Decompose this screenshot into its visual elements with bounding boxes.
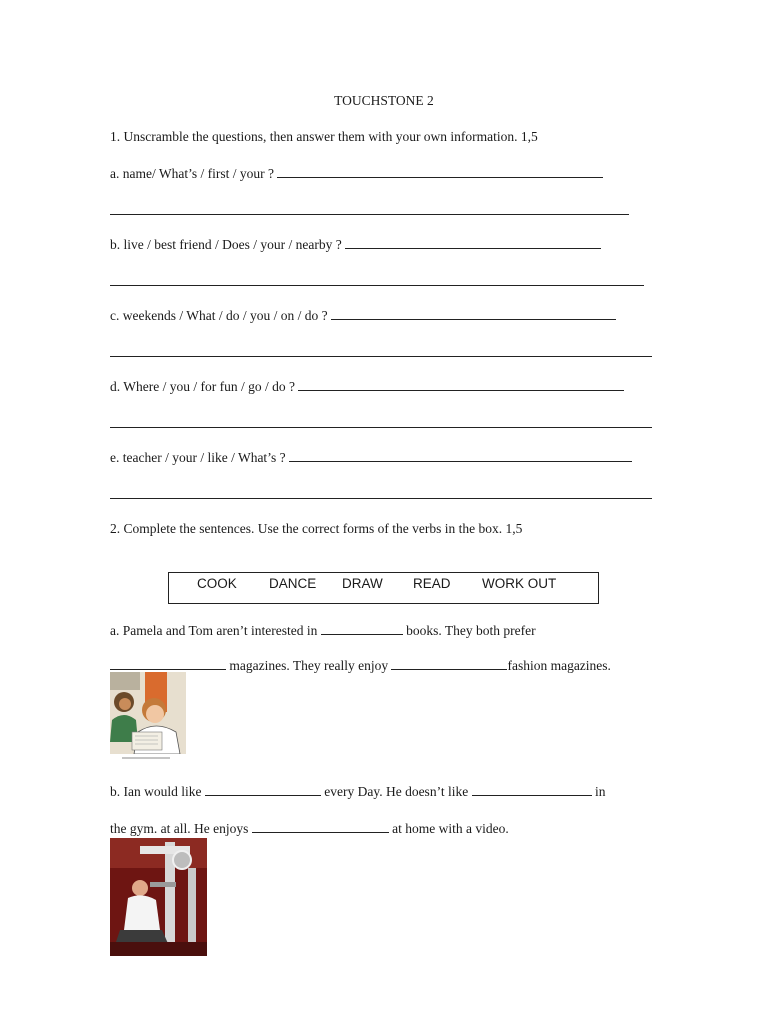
sentence-a-text-4: fashion magazines.	[507, 658, 611, 673]
verb-draw: DRAW	[342, 576, 383, 591]
sentence-a-blank-3[interactable]	[391, 657, 507, 670]
verb-dance: DANCE	[269, 576, 317, 591]
answer-c-blank-1[interactable]	[331, 307, 616, 320]
answer-a-blank-1[interactable]	[277, 165, 603, 178]
sentence-b-blank-2[interactable]	[472, 783, 592, 796]
question-c	[110, 307, 616, 324]
sentence-b-text-3: in	[594, 784, 606, 799]
answer-d-blank-1[interactable]	[298, 378, 624, 391]
sentence-a-text-1: a. Pamela and Tom aren’t interested in	[110, 623, 318, 638]
sentence-a-text-3: magazines. They really enjoy	[229, 658, 389, 673]
verb-work-out: WORK OUT	[482, 576, 557, 591]
question-a-prompt: a. name/ What’s / first / your ?	[110, 166, 274, 181]
question-e	[110, 449, 632, 466]
sentence-b-text-5: at home with a video.	[392, 821, 509, 836]
section2-instruction: 2. Complete the sentences. Use the correct forms of the verbs in the box. 1,5	[110, 521, 523, 536]
question-b	[110, 236, 601, 253]
reading-couple-illustration	[110, 672, 186, 762]
question-a	[110, 165, 603, 182]
sentence-b-line-1	[110, 783, 605, 800]
verb-read: READ	[413, 576, 451, 591]
reading-couple-image	[110, 672, 186, 762]
answer-e-blank-1[interactable]	[289, 449, 632, 462]
gym-workout-photo	[110, 838, 207, 956]
answer-a-blank-2[interactable]	[110, 214, 629, 215]
verb-box	[168, 572, 599, 604]
question-e-prompt: e. teacher / your / like / What’s ?	[110, 450, 286, 465]
answer-b-blank-2[interactable]	[110, 285, 644, 286]
sentence-b-blank-3[interactable]	[252, 820, 389, 833]
sentence-a-blank-1[interactable]	[321, 622, 403, 635]
gym-workout-image	[110, 838, 207, 956]
answer-c-blank-2[interactable]	[110, 356, 652, 357]
sentence-a-line-1	[110, 622, 536, 639]
sentence-b-blank-1[interactable]	[205, 783, 321, 796]
sentence-a-blank-2[interactable]	[110, 657, 226, 670]
sentence-b-text-1: b. Ian would like	[110, 784, 202, 799]
question-d	[110, 378, 624, 395]
sentence-b-text-4: the gym. at all. He enjoys	[110, 821, 249, 836]
question-c-prompt: c. weekends / What / do / you / on / do ?	[110, 308, 328, 323]
sentence-b-text-2: every Day. He doesn’t like	[324, 784, 469, 799]
verb-cook: COOK	[197, 576, 237, 591]
page-title: TOUCHSTONE 2	[334, 93, 434, 108]
section1-instruction: 1. Unscramble the questions, then answer them with your own information. 1,5	[110, 129, 538, 144]
question-b-prompt: b. live / best friend / Does / your / nearby ?	[110, 237, 342, 252]
answer-b-blank-1[interactable]	[345, 236, 601, 249]
sentence-b-line-2	[110, 820, 509, 837]
answer-d-blank-2[interactable]	[110, 427, 652, 428]
sentence-a-text-2: books. They both prefer	[406, 623, 536, 638]
question-d-prompt: d. Where / you / for fun / go / do ?	[110, 379, 295, 394]
answer-e-blank-2[interactable]	[110, 498, 652, 499]
